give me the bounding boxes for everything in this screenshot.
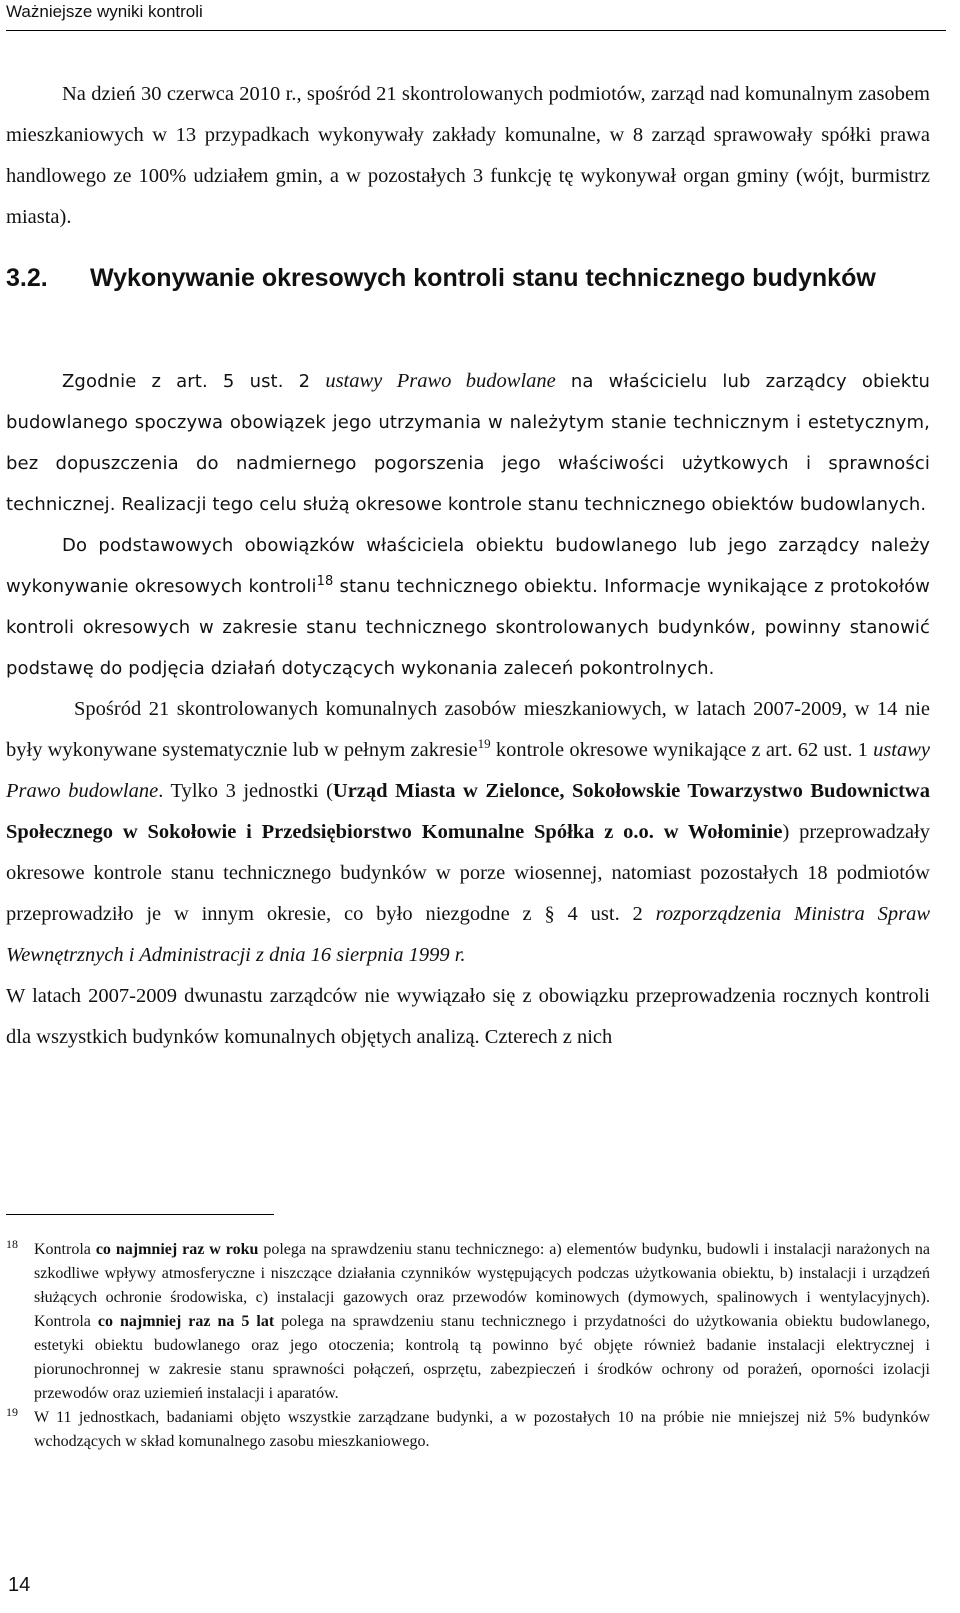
footnotes <box>6 1238 930 1454</box>
section-number: 3.2. <box>6 264 48 292</box>
paragraph-1: Na dzień 30 czerwca 2010 r., spośród 21 skontrolowanych podmiotów, zarząd nad komunalnym zasobem mieszkaniowych w 13 przypadkach wykonywały zakłady komunalne, w 8 zarząd sprawowały spółki prawa handlowego ze 100% udziałem gmin, a w pozostałych 3 funkcję tę wykonywał organ gminy (wójt, burmistrz miasta). <box>6 83 930 228</box>
main-text <box>6 361 930 1058</box>
paragraph-5: W latach 2007-2009 dwunastu zarządców nie wywiązało się z obowiązku przeprowadzenia rocznych kontroli dla wszystkich budynków komunalnych objętych analizą. Czterech z nich <box>6 985 930 1048</box>
paragraph-2: Zgodnie z art. 5 ust. 2 ustawy Prawo budowlane na właścicielu lub zarządcy obiektu budowlanego spoczywa obowiązek jego utrzymania w należytym stanie technicznym i estetycznym, bez dopuszczenia do nadmiernego pogorszenia jego właściwości użytkowych i sprawności technicznej. Realizacji tego celu służą okresowe kontrole stanu technicznego obiektów budowlanych. <box>6 370 930 515</box>
section-title: Wykonywanie okresowych kontroli stanu technicznego budynków <box>90 264 876 292</box>
footnote-19: 19 W 11 jednostkach, badaniami objęto wszystkie zarządzane budynki, a w pozostałych 10 na próbie nie mniejszej niż 5% budynków wchodzących w skład komunalnego zasobu mieszkaniowego. <box>6 1406 930 1454</box>
running-header: Ważniejsze wyniki kontroli <box>6 2 946 31</box>
paragraph-intro <box>6 74 930 238</box>
footnote-mark: 18 <box>6 1237 18 1251</box>
footnote-ref-19[interactable]: 19 <box>477 736 491 752</box>
footnote-separator <box>6 1214 274 1215</box>
footnote-18: 18 Kontrola co najmniej raz w roku polega na sprawdzeniu stanu technicznego: a) elementów budynku, budowli i instalacji narażonych na szkodliwe wpływy atmosferyczne i niszczące działania czynników występujących podczas użytkowania obiektu, b) instalacji i urządzeń służących ochronie środowiska, c) instalacji gazowych oraz przewodów kominowych (dymowych, spalinowych i wentylacyjnych). Kontrola co najmniej raz na 5 lat polega na sprawdzeniu stanu technicznego i przydatności do użytkowania obiektu budowlanego, estetyki obiektu budowlanego oraz jego otoczenia; kontrolą tą powinno być objęte również badanie instalacji elektrycznej i piorunochronnej w zakresie stanu sprawności połączeń, osprzętu, zabezpieczeń i środków ochrony od porażeń, oporności izolacji przewodów oraz uziemień instalacji i aparatów. <box>6 1238 930 1406</box>
paragraph-4: Spośród 21 skontrolowanych komunalnych zasobów mieszkaniowych, w latach 2007-2009, w 14 nie były wykonywane systematycznie lub w pełnym zakresie$^{19}$ kontrole okresowe wynikające z art. 62 ust. 1 ustawy Prawo budowlane. Tylko 3 jednostki (Urząd Miasta w Zielonce, Sokołowskie Towarzystwo Budownictwa Społecznego w Sokołowie i Przedsiębiorstwo Komunalne Spółka z o.o. w Wołominie) przeprowadzały okresowe kontrole stanu technicznego budynków w porze wiosennej, natomiast pozostałych 18 podmiotów przeprowadziło je w innym okresie, co było niezgodne z § 4 ust. 2 rozporządzenia Ministra Spraw Wewnętrznych i Administracji z dnia 16 sierpnia 1999 r. <box>6 698 931 966</box>
paragraph-3: Do podstawowych obowiązków właściciela obiektu budowlanego lub jego zarządcy należy wykonywanie okresowych kontroli$^{18}$ stanu technicznego obiektu. Informacje wynikające z protokołów kontroli okresowych w zakresie stanu technicznego skontrolowanych budynków, powinny stanowić podstawę do podjęcia działań dotyczących wykonania zaleceń pokontrolnych. <box>6 535 930 679</box>
page-number: 14 <box>8 1574 31 1596</box>
footnote-mark: 19 <box>6 1405 18 1419</box>
footnote-ref-18[interactable]: 18 <box>316 574 334 589</box>
section-heading <box>6 258 926 298</box>
